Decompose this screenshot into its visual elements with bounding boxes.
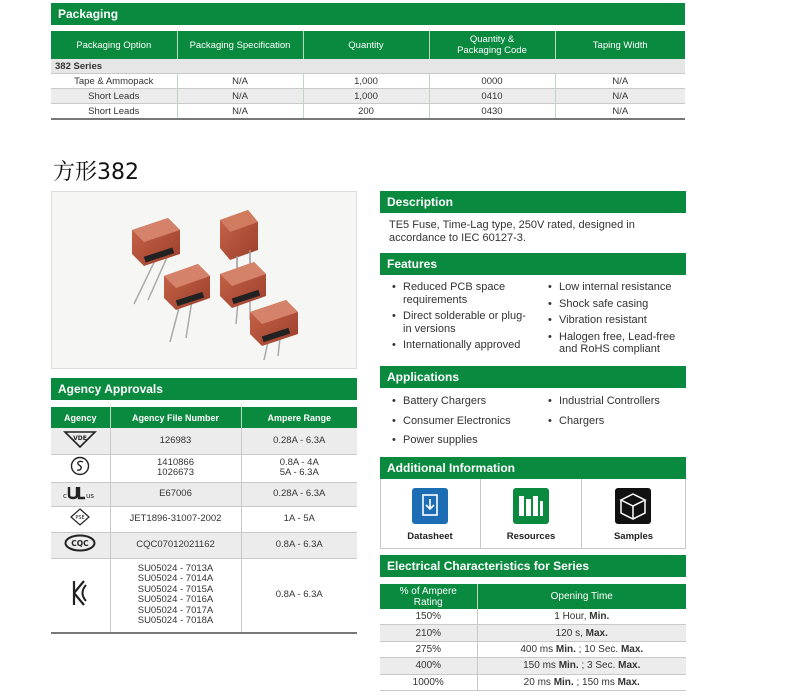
time-min: Min. (558, 660, 579, 672)
features-list-right (545, 281, 685, 360)
description-text: TE5 Fuse, Time-Lag type, 250V rated, designed in accordance to IEC 60127-3. (389, 219, 635, 244)
svg-text:us: us (86, 492, 95, 501)
list-item: • Vibration resistant (545, 314, 685, 327)
agency-col-agency: Agency (51, 407, 110, 428)
semko-logo-icon (51, 454, 110, 482)
time-text: ; 10 Sec. (575, 643, 621, 655)
list-item: • Consumer Electronics (389, 415, 539, 428)
table-row (380, 625, 686, 641)
cul-us-logo-icon (51, 482, 110, 506)
table-cell: N/A (177, 89, 303, 104)
packaging-title: Packaging (58, 7, 119, 21)
table-cell: Tape & Ammopack (51, 74, 177, 89)
agency-range: 0.28A - 6.3A (241, 428, 357, 454)
table-row (51, 482, 357, 506)
packaging-bottom-rule (51, 118, 685, 120)
time-max: Max. (617, 676, 640, 688)
table-cell: Short Leads (51, 89, 177, 104)
list-item: • Halogen free, Lead-free and RoHS compliant (545, 331, 685, 356)
electrical-title: Electrical Characteristics for Series (387, 559, 590, 573)
list-item: • Battery Chargers (389, 395, 539, 408)
electrical-col-rating (380, 584, 477, 609)
time-cell (477, 674, 686, 690)
table-row (51, 454, 357, 482)
agency-file: E67006 (110, 482, 241, 506)
electrical-header-row (380, 584, 686, 609)
time-text: 400 ms (520, 643, 556, 655)
description-title: Description (387, 195, 454, 209)
time-min: Min. (589, 611, 610, 623)
fuse-illustration (52, 192, 356, 368)
packaging-series-row (51, 59, 685, 74)
agency-file: 126983 (110, 428, 241, 454)
table-row (51, 558, 357, 632)
agency-table (51, 407, 357, 633)
electrical-header (380, 555, 686, 577)
agency-file: 1410866 1026673 (110, 454, 241, 482)
svg-text:CQC: CQC (71, 539, 89, 549)
list-item: • Power supplies (389, 434, 539, 447)
electrical-table (380, 584, 686, 691)
table-cell: Short Leads (51, 104, 177, 119)
time-cell (477, 625, 686, 641)
vde-logo-icon (51, 428, 110, 454)
time-text: 120 s, (555, 627, 586, 639)
rating-cell: 275% (380, 641, 477, 657)
time-cell (477, 658, 686, 674)
packaging-series-label: 382 Series (51, 59, 685, 74)
table-row (51, 89, 685, 104)
list-item: • Chargers (545, 415, 685, 428)
packaging-header-row (51, 31, 685, 59)
agency-range: 0.8A - 4A 5A - 6.3A (241, 454, 357, 482)
agency-bottom-rule (51, 632, 357, 634)
applications-list-right (545, 395, 685, 434)
pse-logo-icon (51, 506, 110, 532)
samples-icon (615, 488, 651, 524)
agency-title: Agency Approvals (58, 382, 163, 396)
time-text: 1 Hour, (554, 611, 590, 623)
list-item: • Shock safe casing (545, 298, 685, 311)
description-header (380, 191, 686, 213)
samples-link[interactable] (582, 479, 686, 549)
table-row (51, 428, 357, 454)
agency-file: CQC07012021162 (110, 532, 241, 558)
rating-cell: 1000% (380, 674, 477, 690)
time-text: 20 ms (523, 676, 554, 688)
kc-logo-icon (51, 558, 110, 632)
time-min: Min. (553, 676, 574, 688)
packaging-header (51, 3, 685, 25)
time-cell (477, 609, 686, 625)
additional-title: Additional Information (387, 461, 515, 475)
time-max: Max. (620, 643, 644, 655)
packaging-col-spec: Packaging Specification (177, 31, 303, 59)
table-row (380, 641, 686, 657)
list-item: • Industrial Controllers (545, 395, 685, 408)
agency-range: 1A - 5A (241, 506, 357, 532)
table-cell: 0410 (429, 89, 555, 104)
table-row (51, 74, 685, 89)
applications-list-left (389, 395, 539, 454)
packaging-col-width: Taping Width (555, 31, 685, 59)
time-max: Max. (618, 660, 641, 672)
table-cell: 0430 (429, 104, 555, 119)
agency-header (51, 378, 357, 400)
product-photo (51, 191, 357, 369)
time-text: ; 3 Sec. (578, 660, 619, 672)
electrical-col-rating-label: % of Ampere Rating (399, 585, 457, 608)
table-row (380, 658, 686, 674)
time-min: Min. (555, 643, 576, 655)
section-title: 方形382 (53, 160, 139, 185)
table-cell: N/A (177, 74, 303, 89)
table-row (51, 506, 357, 532)
svg-text:c: c (63, 492, 68, 501)
agency-range: 0.28A - 6.3A (241, 482, 357, 506)
resources-label[interactable]: Resources (506, 531, 556, 542)
applications-title: Applications (387, 370, 460, 384)
table-cell: N/A (555, 74, 685, 89)
svg-text:VDE: VDE (73, 435, 88, 442)
datasheet-icon (412, 488, 448, 524)
agency-range: 0.8A - 6.3A (241, 532, 357, 558)
table-cell: N/A (555, 89, 685, 104)
table-row (51, 104, 685, 119)
applications-header (380, 366, 686, 388)
packaging-col-code-label: Quantity & Packaging Code (457, 34, 527, 56)
fuse-image (164, 264, 210, 342)
features-title: Features (387, 257, 438, 271)
table-row (380, 609, 686, 625)
rating-cell: 210% (380, 625, 477, 641)
datasheet-link[interactable] (380, 479, 481, 549)
datasheet-label[interactable]: Datasheet (407, 531, 453, 542)
ccc-logo-icon (51, 532, 110, 558)
fuse-image (250, 300, 298, 360)
rating-cell: 400% (380, 658, 477, 674)
svg-text:PSE: PSE (75, 515, 85, 522)
agency-range: 0.8A - 6.3A (241, 558, 357, 632)
table-cell: 1,000 (303, 74, 429, 89)
agency-col-range: Ampere Range (241, 407, 357, 428)
table-cell: 200 (303, 104, 429, 119)
time-cell (477, 641, 686, 657)
resources-icon (513, 488, 549, 524)
time-text: 150 ms (523, 660, 559, 672)
list-item: • Direct solderable or plug-in versions (389, 310, 529, 335)
time-max: Max. (585, 627, 608, 639)
table-row (380, 674, 686, 690)
list-item: • Low internal resistance (545, 281, 685, 294)
table-cell: N/A (555, 104, 685, 119)
additional-header (380, 457, 686, 479)
agency-header-row (51, 407, 357, 428)
agency-col-file: Agency File Number (110, 407, 241, 428)
features-list-left (389, 281, 529, 356)
time-text: ; 150 ms (573, 676, 618, 688)
table-cell: N/A (177, 104, 303, 119)
table-cell: 1,000 (303, 89, 429, 104)
samples-label[interactable]: Samples (613, 531, 654, 542)
agency-file: JET1896-31007-2002 (110, 506, 241, 532)
table-cell: 0000 (429, 74, 555, 89)
electrical-col-time: Opening Time (477, 584, 686, 609)
packaging-col-option: Packaging Option (51, 31, 177, 59)
agency-file: SU05024 - 7013A SU05024 - 7014A SU05024 - 7015A SU05024 - 7016A SU05024 - 7017A SU05024 - 7018A (110, 558, 241, 632)
resources-link[interactable] (481, 479, 582, 549)
list-item: • Internationally approved (389, 339, 529, 352)
list-item: • Reduced PCB space requirements (389, 281, 529, 306)
features-header (380, 253, 686, 275)
packaging-col-quantity: Quantity (303, 31, 429, 59)
table-row (51, 532, 357, 558)
packaging-col-code (429, 31, 555, 59)
packaging-table (51, 31, 685, 119)
rating-cell: 150% (380, 609, 477, 625)
